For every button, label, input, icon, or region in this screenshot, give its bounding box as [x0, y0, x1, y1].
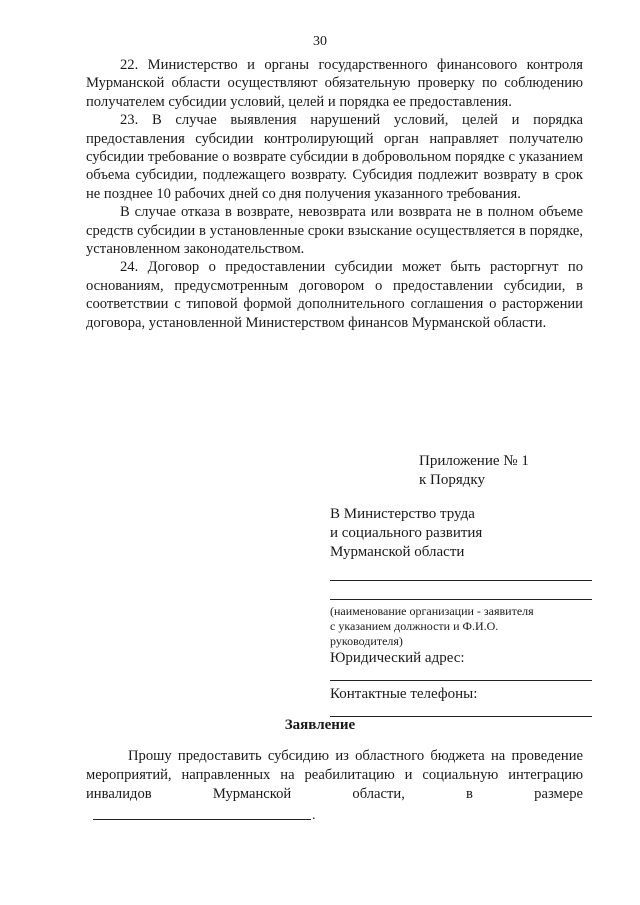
blank-line-legal-address — [330, 668, 592, 681]
addressee-line-3: Мурманской области — [330, 544, 465, 560]
organization-note-2: с указанием должности и Ф.И.О. — [330, 619, 499, 633]
paragraph-22: 22. Министерство и органы государственного финансового контроля Мурманской области осуществляют обязательную проверку по соблюдению получателем субсидии условий, целей и порядка ее предоставления. — [86, 57, 583, 110]
page-number: 30 — [313, 34, 327, 49]
appendix-reference: к Порядку — [419, 472, 485, 488]
addressee-line-1: В Министерство труда — [330, 506, 475, 522]
paragraph-23-continued: В случае отказа в возврате, невозврата или возврата не в полном объеме средств субсидии в установленные сроки взыскание осуществляется в порядке, установленном законодательством. — [86, 204, 583, 258]
blank-line-phones — [330, 704, 592, 717]
paragraph-23: 23. В случае выявления нарушений условий, целей и порядка предоставления субсидии контролирующий орган направляет получателю субсидии требование о возврате субсидии в добровольном порядке с указанием объема субсидии, подлежащего возврату. Субсидия подлежит возврату в срок не позднее 10 рабочих дней со дня получения указанного требования. — [86, 112, 583, 202]
legal-address-label: Юридический адрес: — [330, 650, 465, 666]
organization-note-3: руководителя) — [330, 634, 403, 648]
phones-label: Контактные телефоны: — [330, 686, 478, 702]
document-body — [86, 56, 583, 332]
addressee-line-2: и социального развития — [330, 525, 483, 541]
statement-title: Заявление — [284, 717, 356, 733]
blank-line-organization-2 — [330, 581, 592, 600]
amount-end-dot: . — [312, 808, 316, 823]
amount-blank-line — [93, 819, 311, 820]
blank-line-organization-1 — [330, 562, 592, 581]
paragraph-24: 24. Договор о предоставлении субсидии может быть расторгнут по основаниям, предусмотренным договором о предоставлении субсидии, в соответствии с типовой формой дополнительного соглашения о расторжении договора, установленной Министерством финансов Мурманской области. — [86, 259, 583, 331]
statement-body — [86, 747, 583, 804]
appendix-header — [419, 452, 529, 490]
addressee-block — [330, 505, 592, 717]
organization-note-1: (наименование организации - заявителя — [330, 604, 534, 618]
appendix-number: Приложение № 1 — [419, 453, 529, 469]
statement-text: Прошу предоставить субсидию из областного бюджета на проведение мероприятий, направленных на реабилитацию и социальную интеграцию инвалидов Мурманской области, в размере — [86, 748, 583, 802]
